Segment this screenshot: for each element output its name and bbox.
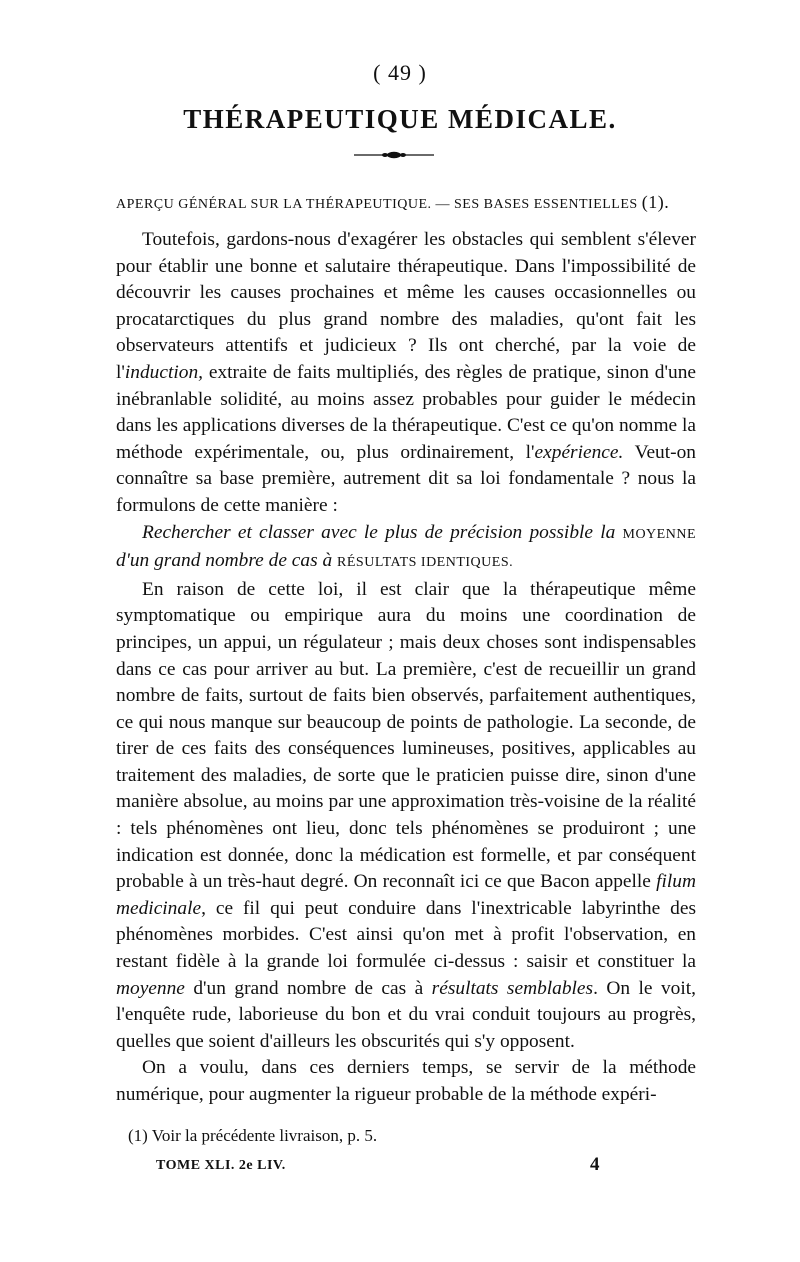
paragraph-1: Toutefois, gardons-nous d'exagérer les obstacles qui semblent s'élever pour établir une bonne et salutaire thérapeutique. Dans l'impossibilité de découvrir les causes prochaines et même les causes occasionnelles ou procatarctiques du plus grand nombre des maladies, qu'ont fait les observateurs attentifs et judicieux ? Ils ont cherché, par la voie de l'induction, extraite de faits multipliés, des règles de pratique, sinon d'une inébranlable solidité, au moins assez probables pour guider le médecin dans les applications diverses de la thérapeutique. C'est ce qu'on nomme la méthode expérimentale, ou, plus ordinairement, l'expérience. Veut-on connaître sa base première, autrement dit sa loi fondamentale ? nous la formulons de cette manière : (116, 229, 696, 516)
body-text (116, 227, 696, 1109)
ornament-rule (354, 148, 434, 162)
section-heading (116, 192, 696, 213)
footnote: (1) Voir la précédente livraison, p. 5. (128, 1126, 378, 1145)
page-title: THÉRAPEUTIQUE MÉDICALE. (183, 104, 617, 134)
folio-signature: TOME XLI. 2e LIV. (156, 1158, 286, 1173)
footnote-marker: (1). (641, 192, 670, 212)
paragraph-4: On a voulu, dans ces derniers temps, se servir de la méthode numérique, pour augmenter la rigueur probable de la méthode expéri- (116, 1057, 696, 1105)
page-number: ( 49 ) (373, 60, 427, 85)
section-heading-text: APERÇU GÉNÉRAL SUR LA THÉRAPEUTIQUE. — SES BASES ESSENTIELLES (116, 197, 638, 212)
paragraph-3: En raison de cette loi, il est clair que la thérapeutique même symptomatique ou empirique aura du moins une coordination de principes, un appui, un régulateur ; mais deux choses sont indispensables dans ce cas pour arriver au but. La première, c'est de recueillir un grand nombre de faits, surtout de faits bien observés, parfaitement authentiques, ce qui nous manque sur beaucoup de points de pathologie. La seconde, de tirer de ces faits des conséquences lumineuses, positives, applicables au traitement des maladies, de sorte que le praticien puisse dire, sinon d'une manière absolue, au moins par une approximation très-voisine de la réalité : tels phénomènes ont lieu, donc tels phénomènes se produiront ; une indication est donnée, donc la médication est formelle, et par conséquent probable à un très-haut degré. On reconnaît ici ce que Bacon appelle filum medicinale, ce fil qui peut conduire dans l'inextricable labyrinthe des phénomènes morbides. C'est ainsi qu'on met à profit l'observation, en restant fidèle à la grande loi formulée ci-dessus : saisir et constituer la moyenne d'un grand nombre de cas à résultats semblables. On le voit, l'enquête rude, laborieuse du bon et du vrai conduit toujours au progrès, quelles que soient d'ailleurs les obscurités qui s'y opposent. (116, 578, 696, 1052)
paragraph-2-law: Rechercher et classer avec le plus de précision possible la MOYENNE d'un grand nombre de cas à RÉSULTATS IDENTIQUES. (116, 521, 696, 572)
folio-sheet-number: 4 (590, 1154, 600, 1175)
